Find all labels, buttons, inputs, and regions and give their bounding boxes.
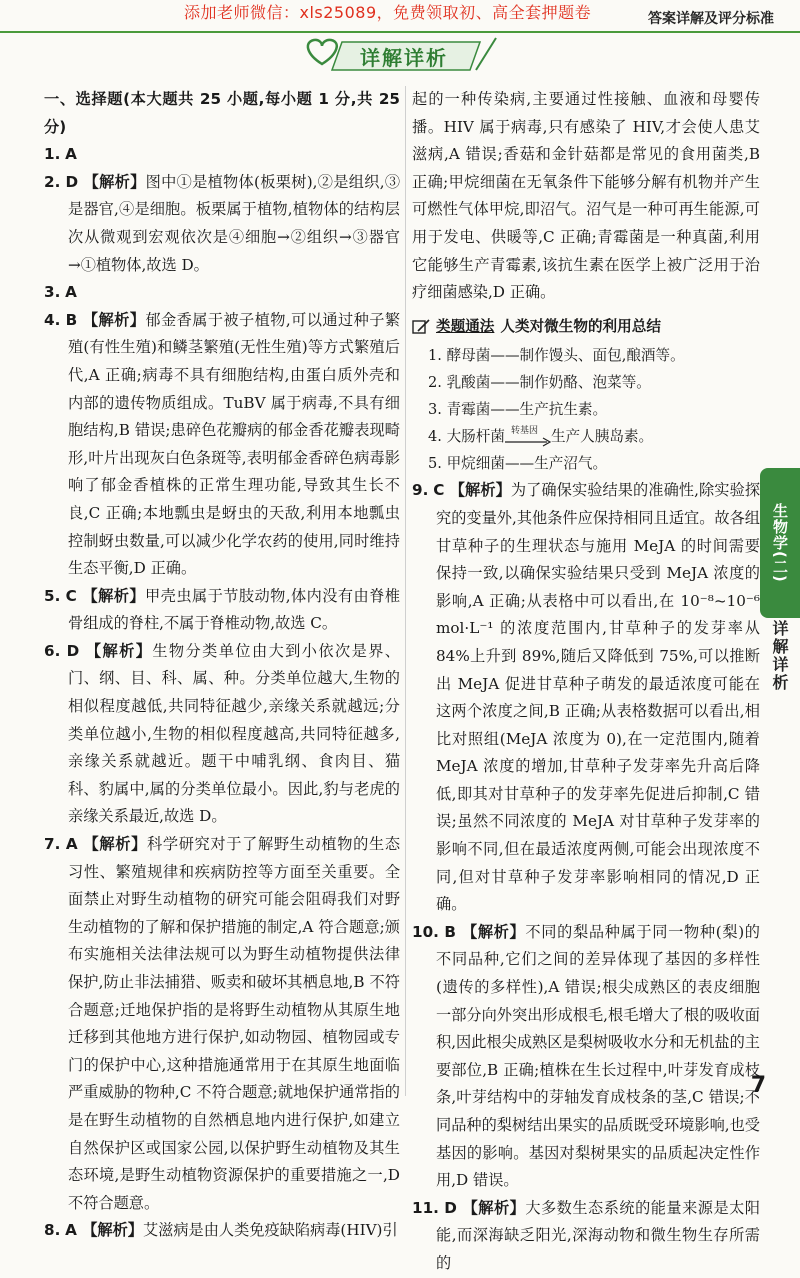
banner	[300, 34, 500, 76]
question-heading: 一、选择题(本大题共 25 小题,每小题 1 分,共 25 分)	[44, 90, 400, 136]
right-column	[412, 86, 760, 1278]
tip-title: 类题通法	[436, 317, 495, 335]
page-number: 7	[750, 1073, 766, 1098]
banner-title: 详解详析	[360, 46, 448, 70]
arrow-icon: 转基因	[505, 430, 551, 444]
answer-10: 10. B 【解析】不同的梨品种属于同一物种(梨)的不同品种,它们之间的差异体现了基因的多样性(遗传的多样性),A 错误;根尖成熟区的表皮细胞一部分向外突出形成根毛,根毛增大了根的吸收面积,因此根尖成熟区是梨树吸收水分和无机盐的主要部位,B 正确;植株在生长过程中,叶芽发育成枝条,叶芽结构中的芽轴发育成枝条的茎,C 错误;不同品种的梨树结出果实的品质既受环境影响,也受基因的影响。基因对梨树果实的品质起决定性作用,D 错误。	[412, 922, 760, 1190]
section-title: 答案详解及评分标准	[648, 11, 774, 27]
answer-7: 7. A 【解析】科学研究对于了解野生动植物的生态习性、繁殖规律和疾病防控等方面至关重要。全面禁止对野生动植物的研究可能会阻碍我们对野生动植物的了解和保护措施的制定,A 符合题意;颁布实施相关法律法规可以为野生动植物提供法律保护,防止非法捕猎、贩卖和破坏其栖息地,B 不符合题意;迁地保护指的是将野生动植物从其原生地迁移到其他地方进行保护,如动物园、植物园或专门的保护中心,这种措施通常用于在其原生地面临严重威胁的物种,C 不符合题意;就地保护通常指的是在野生动植物的自然栖息地内进行保护,如建立自然保护区或国家公园,以保护野生动植物及其生态环境,是野生动植物资源保护的重要措施之一,D 不符合题意。	[44, 835, 401, 1212]
answer-9: 9. C 【解析】为了确保实验结果的准确性,除实验探究的变量外,其他条件应保持相同且适宜。故各组甘草种子的生理状态与施用 MeJA 的时间需要保持一致,以确保实验结果只受到 MeJA 浓度的影响,A 正确;从表格中可以看出,在 10⁻⁸~10⁻⁶ mol·L⁻¹ 的浓度范围内,甘草种子的发芽率从 84%上升到 89%,随后又降低到 75%,可以推断出 MeJA 促进甘草种子萌发的最适浓度可能在这两个浓度之间,B 正确;从表格数据可以看出,相比对照组(MeJA 浓度为 0),在一定范围内,随着 MeJA 浓度的增加,甘草种子发芽率先升高后降低,即其对甘草种子的发芽率先促进后抑制,C 错误;虽然不同浓度的 MeJA 对甘草种子发芽率的影响不同,但在最适浓度两侧,可能会出现浓度不同,但对甘草种子发芽率影响相同的情况,D 正确。	[412, 481, 761, 914]
tip-subtitle: 人类对微生物的利用总结	[500, 317, 661, 335]
left-column	[44, 86, 400, 1245]
column-divider	[405, 86, 406, 1096]
tip-item-4: 4. 大肠杆菌 转基因 生产人胰岛素。	[428, 426, 654, 446]
answer-2: 2. D 【解析】图中①是植物体(板栗树),②是组织,③是器官,④是细胞。板栗属于植物,植物体的结构层次从微观到宏观依次是④细胞→②组织→③器官→①植物体,故选 D。	[44, 172, 401, 274]
subject-tab: 生物学(二)	[760, 468, 800, 618]
answer-3: 3. A	[44, 283, 77, 302]
answer-8-continued: 起的一种传染病,主要通过性接触、血液和母婴传播。HIV 属于病毒,只有感染了 HIV,才会使人患艾滋病,A 错误;香菇和金针菇都是常见的食用菌类,B 正确;甲烷细菌在无氧条件下能够分解有机物并产生可燃性气体甲烷,即沼气。沼气是一种可再生能源,可用于发电、供暖等,C 正确;青霉菌是一种真菌,利用它能够生产青霉素,该抗生素在医学上被广泛用于治疗细菌感染,D 正确。	[412, 90, 760, 302]
tip-header	[412, 313, 760, 341]
tip-list	[412, 342, 760, 477]
answer-6: 6. D 【解析】生物分类单位由大到小依次是界、门、纲、目、科、属、种。分类单位越大,生物的相似程度越低,共同特征越少,亲缘关系就越远;分类单位越小,生物的相似程度越高,共同特征越多,亲缘关系就越近。题干中哺乳纲、食肉目、猫科、豹属中,属的分类单位最小。因此,豹与老虎的亲缘关系最近,故选 D。	[44, 641, 400, 826]
side-label: 详解详析	[770, 620, 789, 692]
header-rule	[0, 31, 800, 33]
tip-item: 3. 青霉菌——生产抗生素。	[428, 401, 608, 419]
promo-banner: 添加老师微信：xls25089，免费领取初、高全套押题卷	[184, 3, 592, 22]
answer-5: 5. C 【解析】甲壳虫属于节肢动物,体内没有由脊椎骨组成的脊柱,不属于脊椎动物,故选 C。	[44, 586, 401, 633]
answer-1: 1. A	[44, 145, 77, 164]
answer-8: 8. A 【解析】艾滋病是由人类免疫缺陷病毒(HIV)引	[44, 1221, 398, 1240]
tip-item: 5. 甲烷细菌——生产沼气。	[428, 455, 608, 473]
tip-item: 1. 酵母菌——制作馒头、面包,酿酒等。	[428, 347, 685, 365]
answer-11: 11. D 【解析】大多数生态系统的能量来源是太阳能,而深海缺乏阳光,深海动物和微生物生存所需的	[412, 1198, 760, 1272]
tip-item: 2. 乳酸菌——制作奶酪、泡菜等。	[428, 374, 651, 392]
answer-4: 4. B 【解析】郁金香属于被子植物,可以通过种子繁殖(有性生殖)和鳞茎繁殖(无性生殖)等方式繁殖后代,A 正确;病毒不具有细胞结构,由蛋白质外壳和内部的遗传物质组成。TuBV 属于病毒,不具有细胞结构,B 错误;患碎色花瓣病的郁金香花瓣表现畸形,叶片出现灰白色条斑等,表明郁金香碎色病毒影响了郁金香植株的正常生理功能,导致其生长不良,C 正确;本地瓢虫是蚜虫的天敌,利用本地瓢虫控制蚜虫数量,可以减少化学农药的使用,同时维持生态平衡,D 正确。	[44, 310, 401, 578]
pencil-note-icon	[412, 319, 430, 335]
